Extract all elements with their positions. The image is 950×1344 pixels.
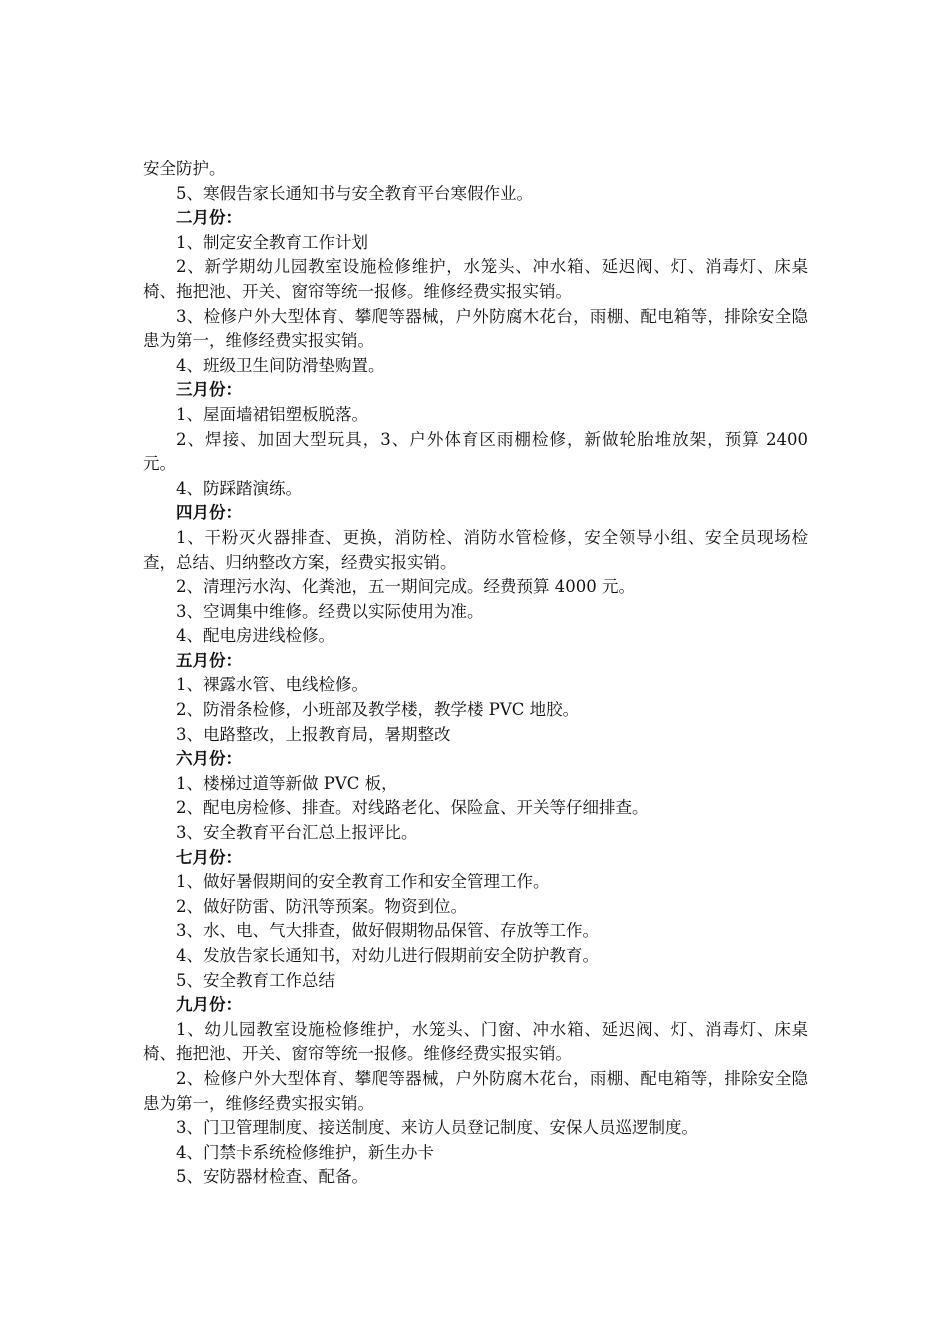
paragraph: 2、配电房检修、排查。对线路老化、保险盒、开关等仔细排查。 xyxy=(176,798,649,818)
paragraph: 2、检修户外大型体育、攀爬等器械，户外防腐木花台，雨棚、配电箱等，排除安全隐患为第一，维修经费实报实销。 xyxy=(143,1068,808,1113)
paragraph: 2、清理污水沟、化粪池，五一期间完成。经费预算 4000 元。 xyxy=(176,577,635,597)
paragraph: 2、防滑条检修，小班部及教学楼，教学楼 PVC 地胶。 xyxy=(176,700,580,720)
paragraph: 2、做好防雷、防汛等预案。物资到位。 xyxy=(176,896,467,916)
paragraph: 4、配电房进线检修。 xyxy=(176,626,335,646)
paragraph: 3、空调集中维修。经费以实际使用为准。 xyxy=(176,601,484,621)
paragraph: 4、防踩踏演练。 xyxy=(176,478,302,498)
paragraph: 3、水、电、气大排查，做好假期物品保管、存放等工作。 xyxy=(176,921,599,941)
paragraph: 1、干粉灭火器排查、更换，消防栓、消防水管检修，安全领导小组、安全员现场检查，总结、归纳整改方案，经费实报实销。 xyxy=(143,527,808,572)
section-heading-may: 五月份： xyxy=(176,650,242,670)
paragraph: 2、新学期幼儿园教室设施检修维护，水笼头、冲水箱、延迟阀、灯、消毒灯、床桌椅、拖把池、开关、窗帘等统一报修。维修经费实报实销。 xyxy=(143,257,808,301)
section-heading-june: 六月份： xyxy=(176,749,242,769)
paragraph: 4、发放告家长通知书，对幼儿进行假期前安全防护教育。 xyxy=(176,946,599,965)
paragraph: 1、裸露水管、电线检修。 xyxy=(176,675,368,695)
paragraph: 5、寒假告家长通知书与安全教育平台寒假作业。 xyxy=(176,183,533,203)
paragraph: 1、幼儿园教室设施检修维护，水笼头、门窗、冲水箱、延迟阀、灯、消毒灯、床桌椅、拖把池、开关、窗帘等统一报修。维修经费实报实销。 xyxy=(143,1019,808,1064)
paragraph: 安全防护。 xyxy=(143,159,226,178)
paragraph: 3、安全教育平台汇总上报评比。 xyxy=(176,823,418,843)
section-heading-march: 三月份： xyxy=(176,380,242,400)
section-heading-april: 四月份： xyxy=(176,503,242,523)
paragraph: 3、电路整改，上报教育局，暑期整改 xyxy=(176,724,451,744)
paragraph: 3、检修户外大型体育、攀爬等器械，户外防腐木花台，雨棚、配电箱等，排除安全隐患为第一，维修经费实报实销。 xyxy=(143,306,808,351)
paragraph: 2、焊接、加固大型玩具，3、户外体育区雨棚检修，新做轮胎堆放架，预算 2400 元。 xyxy=(143,429,808,474)
paragraph: 1、做好暑假期间的安全教育工作和安全管理工作。 xyxy=(176,872,550,892)
paragraph: 1、制定安全教育工作计划 xyxy=(176,232,368,252)
paragraph: 1、楼梯过道等新做 PVC 板， xyxy=(176,773,398,793)
section-heading-february: 二月份： xyxy=(176,208,242,228)
section-heading-september: 九月份： xyxy=(176,995,242,1015)
document-page xyxy=(143,157,808,1190)
paragraph: 4、门禁卡系统检修维护，新生办卡 xyxy=(176,1142,434,1162)
section-heading-july: 七月份： xyxy=(176,847,242,867)
paragraph: 5、安全教育工作总结 xyxy=(176,970,335,990)
paragraph: 4、班级卫生间防滑垫购置。 xyxy=(176,355,385,375)
paragraph: 3、门卫管理制度、接送制度、来访人员登记制度、安保人员巡逻制度。 xyxy=(176,1118,698,1138)
paragraph: 1、屋面墙裙铝塑板脱落。 xyxy=(176,404,368,424)
paragraph: 5、安防器材检查、配备。 xyxy=(176,1167,368,1187)
